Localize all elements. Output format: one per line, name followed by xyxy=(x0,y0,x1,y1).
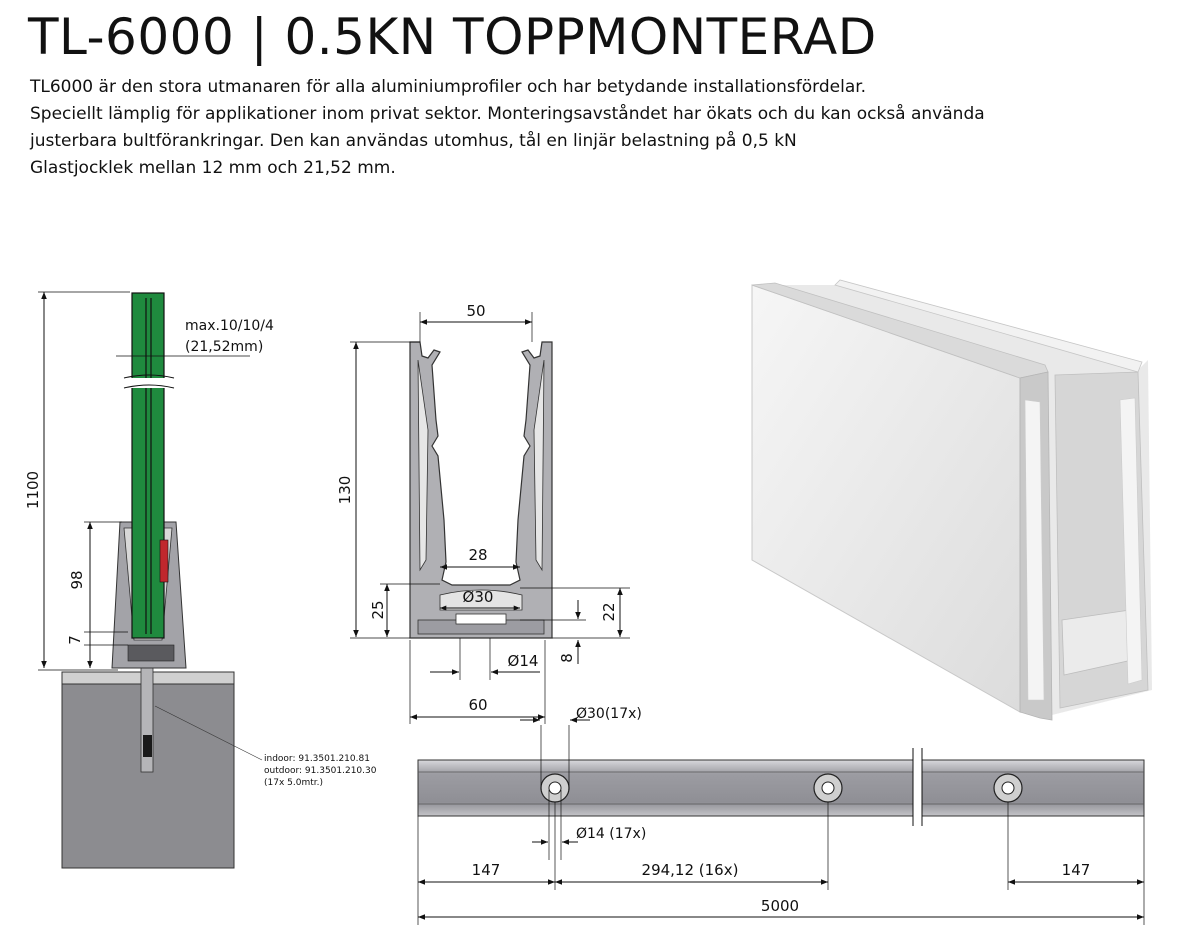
description-line: justerbara bultförankringar. Den kan användas utomhus, tål en linjär belastning på 0,5 kN xyxy=(30,131,797,151)
bolt-hole-3 xyxy=(994,774,1022,802)
dim-base-thickness: 8 xyxy=(558,653,576,663)
glass-thickness-label: max.10/10/4 xyxy=(185,318,274,334)
dim-height-total: 1100 xyxy=(24,470,42,510)
description-line: Speciellt lämplig för applikationer inom privat sektor. Monteringsavståndet har ökats och du kan också använda xyxy=(30,104,985,124)
anchor-indoor: indoor: 91.3501.210.81 xyxy=(264,754,370,764)
side-view xyxy=(24,292,377,868)
description-line: TL6000 är den stora utmanaren för alla aluminiumprofiler och har betydande installationsfördelar. xyxy=(30,77,867,97)
dim-spacing: 294,12 (16x) xyxy=(641,861,739,879)
bolt-hole-2 xyxy=(814,774,842,802)
dim-bottom-height: 25 xyxy=(369,600,387,620)
description-line: Glastjocklek mellan 12 mm och 21,52 mm. xyxy=(30,158,396,178)
dim-bolt-diameter: Ø14 xyxy=(507,652,539,670)
page-title: TL-6000 | 0.5KN TOPPMONTERAD xyxy=(28,8,877,66)
section-view xyxy=(336,302,630,724)
dim-inner-width: 28 xyxy=(468,546,488,564)
dim-end-left: 147 xyxy=(471,861,501,879)
dim-height-base: 7 xyxy=(66,635,84,645)
dim-width-top: 50 xyxy=(466,302,486,320)
dim-hole-diameter: Ø30 xyxy=(462,588,494,606)
plan-view xyxy=(418,706,1144,925)
dim-right-height: 22 xyxy=(600,602,618,622)
dim-height-profile: 98 xyxy=(68,570,86,590)
glass-thickness-mm: (21,52mm) xyxy=(185,339,264,355)
anchor-outdoor: outdoor: 91.3501.210.30 xyxy=(264,766,377,776)
dim-counterbore: Ø30(17x) xyxy=(576,706,642,722)
profile-3d-render xyxy=(752,280,1152,720)
dim-end-right: 147 xyxy=(1061,861,1091,879)
dim-base-width: 60 xyxy=(468,696,488,714)
bolt-hole-1 xyxy=(541,774,569,802)
dim-bolt-hole: Ø14 (17x) xyxy=(576,826,647,842)
anchor-quantity: (17x 5.0mtr.) xyxy=(264,778,324,788)
profile-bar xyxy=(418,748,1144,826)
dim-height: 130 xyxy=(336,475,354,505)
dim-total-length: 5000 xyxy=(760,897,800,915)
